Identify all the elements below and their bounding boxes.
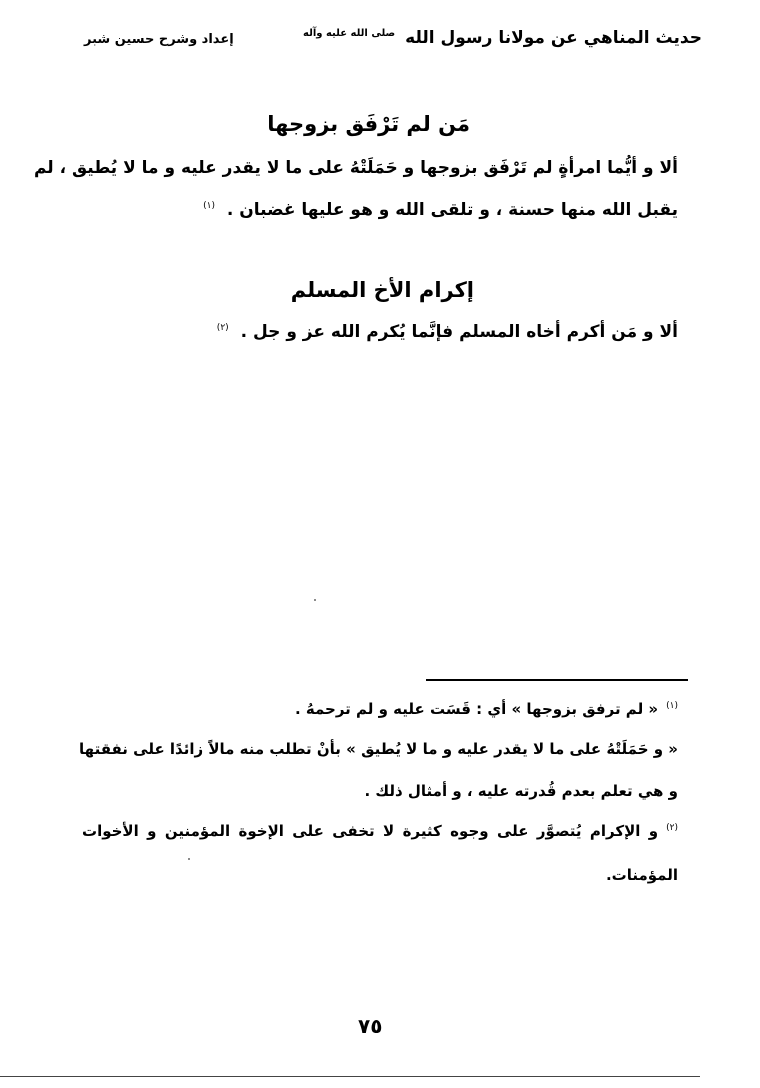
section-title: إكرام الأخ المسلم — [290, 278, 474, 302]
footnote-number: (١) — [666, 701, 678, 711]
scan-edge-line — [0, 1076, 700, 1077]
footnote-text: « لم ترفق بزوجها » أي : قَسَت عليه و لم ترحمهُ . — [294, 700, 659, 718]
section-title: مَن لم تَرْفَق بزوجها — [267, 112, 470, 136]
body-line: ألا و أيُّما امرأةٍ لم تَرْفَق بزوجها و حَمَلَتْهُ على ما لا يقدر عليه و ما لا يُطيق ، لم — [33, 158, 678, 178]
body-line-text: ألا و مَن أكرم أخاه المسلم فإنَّما يُكرم الله عز و جل . — [240, 322, 678, 342]
salutation-glyph: صلى الله عليه وآله — [303, 28, 396, 39]
footnote-ref[interactable]: (١) — [203, 201, 215, 212]
footnote-ref[interactable]: (٢) — [216, 323, 229, 334]
footnote-text: و الإكرام يُتصوَّر على وجوه كثيرة لا تخفى على الإخوة المؤمنين و الأخوات — [82, 822, 659, 840]
footnote-line: المؤمنات. — [605, 866, 678, 884]
body-line — [217, 322, 678, 342]
running-header-author: إعداد وشرح حسين شبر — [84, 32, 234, 47]
footnote-line: و هي تعلم بعدم قُدرته عليه ، و أمثال ذلك . — [364, 782, 678, 800]
scan-speck — [314, 599, 316, 601]
header-title-text: حديث المناهي عن مولانا رسول الله — [405, 28, 702, 48]
scan-speck — [188, 858, 190, 860]
body-line — [203, 200, 678, 220]
footnote-separator — [426, 679, 688, 681]
running-header-title — [303, 28, 702, 48]
page-number: ٧٥ — [358, 1014, 383, 1038]
footnote-line — [295, 700, 678, 718]
body-line-text: يقبل الله منها حسنة ، و تلقى الله و هو عليها غضبان . — [226, 200, 678, 220]
footnote-number: (٢) — [666, 823, 678, 833]
footnote-line — [82, 822, 678, 840]
footnote-line: « و حَمَلَتْهُ على ما لا يقدر عليه و ما لا يُطيق » بأنْ تطلب منه مالاً زائدًا على نفقتها — [79, 740, 678, 758]
